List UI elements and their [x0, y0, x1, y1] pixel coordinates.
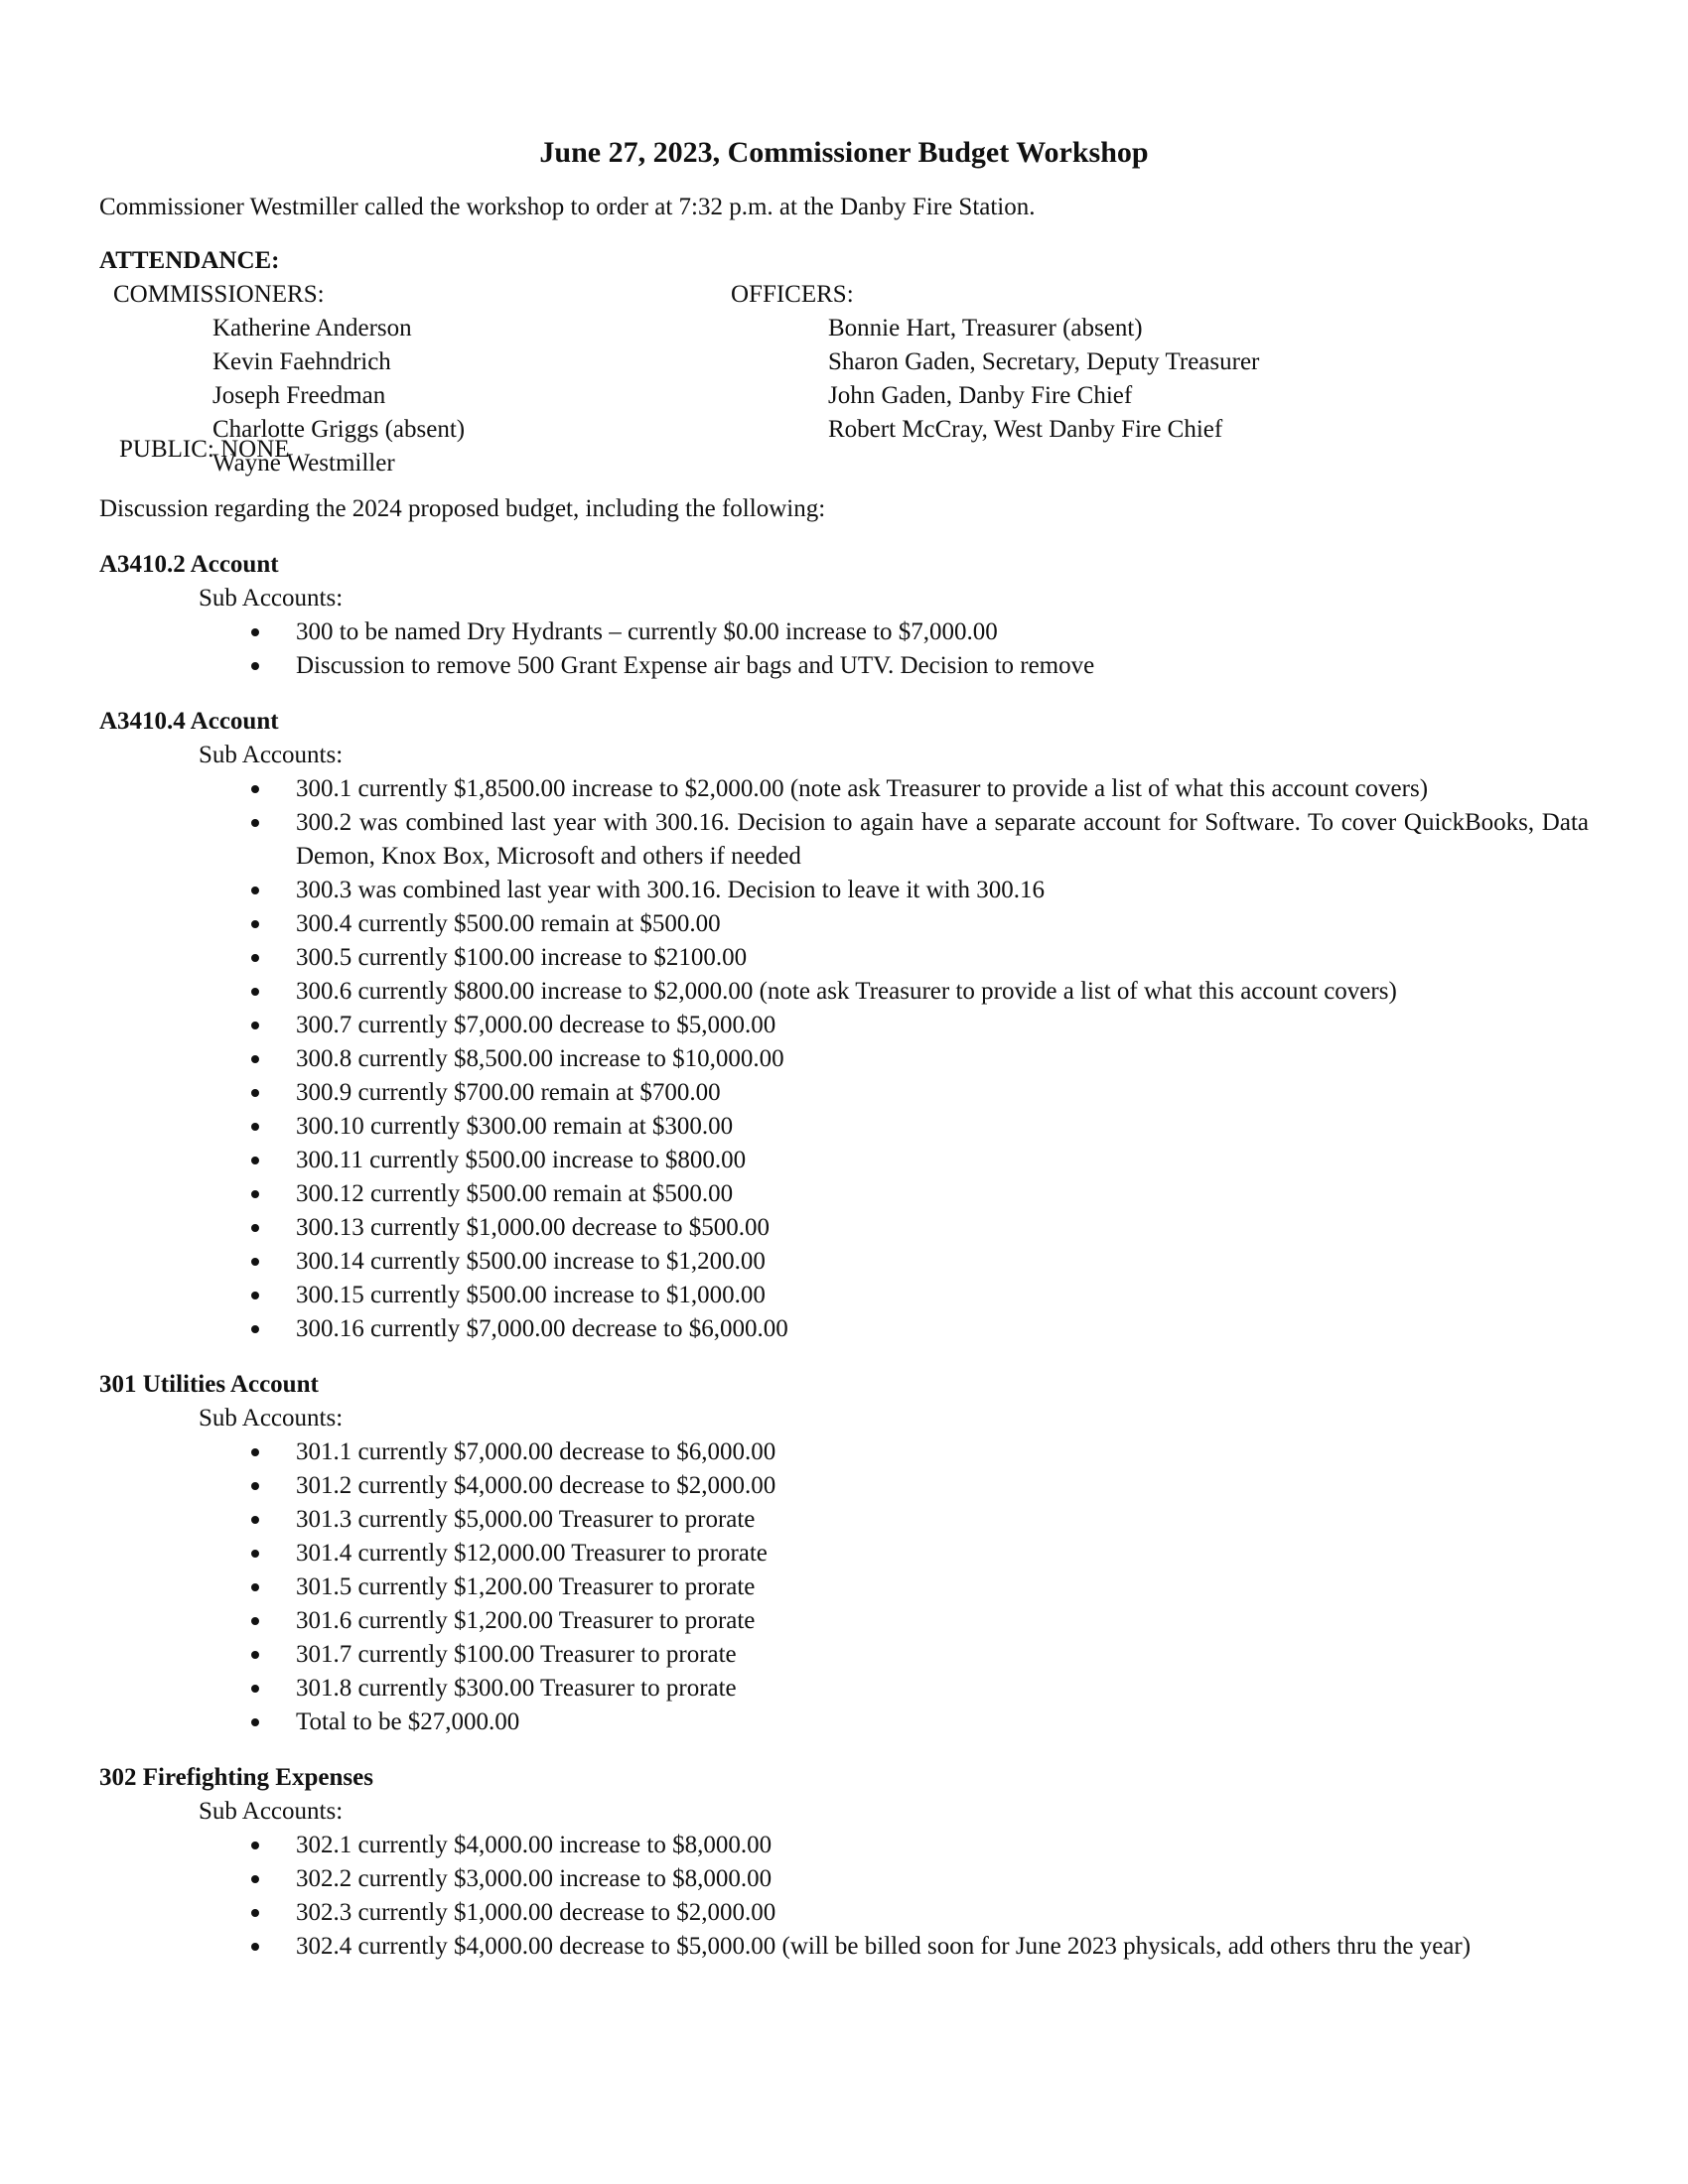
page-title: June 27, 2023, Commissioner Budget Workshop	[539, 136, 1149, 169]
officer-name: Bonnie Hart, Treasurer (absent)	[828, 315, 1143, 341]
public-attendance: PUBLIC: NONE	[119, 436, 290, 463]
list-item: 300.9 currently $700.00 remain at $700.00	[296, 1076, 1589, 1110]
list-item: 301.3 currently $5,000.00 Treasurer to prorate	[296, 1503, 1589, 1537]
section-heading: 302 Firefighting Expenses	[99, 1764, 373, 1791]
officer-name: Sharon Gaden, Secretary, Deputy Treasurer	[828, 348, 1260, 375]
list-item: 302.4 currently $4,000.00 decrease to $5,000.00 (will be billed soon for June 2023 physicals, add others thru the year)	[296, 1930, 1589, 1964]
list-item: 300.13 currently $1,000.00 decrease to $500.00	[296, 1211, 1589, 1245]
list-item: 300.4 currently $500.00 remain at $500.00	[296, 907, 1589, 941]
list-item: 300.16 currently $7,000.00 decrease to $6,000.00	[296, 1312, 1589, 1346]
commissioner-name: Charlotte Griggs (absent)	[212, 416, 466, 443]
list-item: 300.6 currently $800.00 increase to $2,000.00 (note ask Treasurer to provide a list of what this account covers)	[296, 975, 1589, 1009]
list-item: 300.10 currently $300.00 remain at $300.00	[296, 1110, 1589, 1144]
budget-section	[99, 548, 1589, 683]
officer-name: John Gaden, Danby Fire Chief	[828, 382, 1133, 409]
sub-accounts-label: Sub Accounts:	[199, 742, 344, 768]
list-item: 300.8 currently $8,500.00 increase to $10,000.00	[296, 1042, 1589, 1076]
sub-account-list	[99, 615, 1589, 683]
list-item: Discussion to remove 500 Grant Expense air bags and UTV. Decision to remove	[296, 649, 1589, 683]
sub-account-list	[99, 772, 1589, 1346]
attendance-heading: ATTENDANCE:	[99, 247, 280, 274]
list-item: Total to be $27,000.00	[296, 1706, 1589, 1739]
list-item: 301.6 currently $1,200.00 Treasurer to prorate	[296, 1604, 1589, 1638]
list-item: 302.3 currently $1,000.00 decrease to $2,000.00	[296, 1896, 1589, 1930]
sub-accounts-label: Sub Accounts:	[199, 1798, 344, 1825]
list-item: 302.1 currently $4,000.00 increase to $8,000.00	[296, 1829, 1589, 1862]
officer-name: Robert McCray, West Danby Fire Chief	[828, 416, 1223, 443]
section-heading: 301 Utilities Account	[99, 1371, 319, 1398]
list-item: 301.1 currently $7,000.00 decrease to $6,000.00	[296, 1435, 1589, 1469]
list-item: 300 to be named Dry Hydrants – currently $0.00 increase to $7,000.00	[296, 615, 1589, 649]
commissioner-name: Wayne Westmiller	[212, 450, 395, 477]
budget-section	[99, 1761, 1589, 1964]
sub-accounts-label: Sub Accounts:	[199, 585, 344, 612]
officers-column	[715, 278, 1589, 447]
list-item: 301.2 currently $4,000.00 decrease to $2,000.00	[296, 1469, 1589, 1503]
commissioner-name: Katherine Anderson	[212, 315, 412, 341]
list-item: 301.7 currently $100.00 Treasurer to prorate	[296, 1638, 1589, 1672]
list-item: 300.1 currently $1,8500.00 increase to $2,000.00 (note ask Treasurer to provide a list of what this account covers)	[296, 772, 1589, 806]
section-heading: A3410.4 Account	[99, 708, 279, 735]
document-page	[99, 129, 1589, 1985]
budget-section	[99, 705, 1589, 1346]
list-item: 300.11 currently $500.00 increase to $800.00	[296, 1144, 1589, 1177]
list-item: 300.15 currently $500.00 increase to $1,000.00	[296, 1279, 1589, 1312]
list-item: 301.5 currently $1,200.00 Treasurer to prorate	[296, 1570, 1589, 1604]
commissioners-label: COMMISSIONERS:	[113, 281, 325, 308]
list-item: 300.5 currently $100.00 increase to $2100.00	[296, 941, 1589, 975]
commissioners-column	[99, 278, 715, 480]
officers-label: OFFICERS:	[731, 281, 854, 308]
sub-accounts-label: Sub Accounts:	[199, 1405, 344, 1432]
commissioner-name: Kevin Faehndrich	[212, 348, 391, 375]
list-item: 300.3 was combined last year with 300.16. Decision to leave it with 300.16	[296, 874, 1589, 907]
discussion-intro: Discussion regarding the 2024 proposed budget, including the following:	[99, 495, 826, 522]
list-item: 302.2 currently $3,000.00 increase to $8,000.00	[296, 1862, 1589, 1896]
sub-account-list	[99, 1435, 1589, 1739]
commissioner-name: Joseph Freedman	[212, 382, 386, 409]
budget-sections	[99, 548, 1589, 1964]
budget-section	[99, 1368, 1589, 1739]
list-item: 300.7 currently $7,000.00 decrease to $5,000.00	[296, 1009, 1589, 1042]
list-item: 300.2 was combined last year with 300.16. Decision to again have a separate account for Software. To cover QuickBooks, Data Demon, Knox Box, Microsoft and others if needed	[296, 806, 1589, 874]
list-item: 300.12 currently $500.00 remain at $500.00	[296, 1177, 1589, 1211]
sub-account-list	[99, 1829, 1589, 1964]
list-item: 301.4 currently $12,000.00 Treasurer to prorate	[296, 1537, 1589, 1570]
section-heading: A3410.2 Account	[99, 551, 279, 578]
opening-paragraph: Commissioner Westmiller called the workshop to order at 7:32 p.m. at the Danby Fire Station.	[99, 194, 1036, 220]
list-item: 300.14 currently $500.00 increase to $1,200.00	[296, 1245, 1589, 1279]
list-item: 301.8 currently $300.00 Treasurer to prorate	[296, 1672, 1589, 1706]
